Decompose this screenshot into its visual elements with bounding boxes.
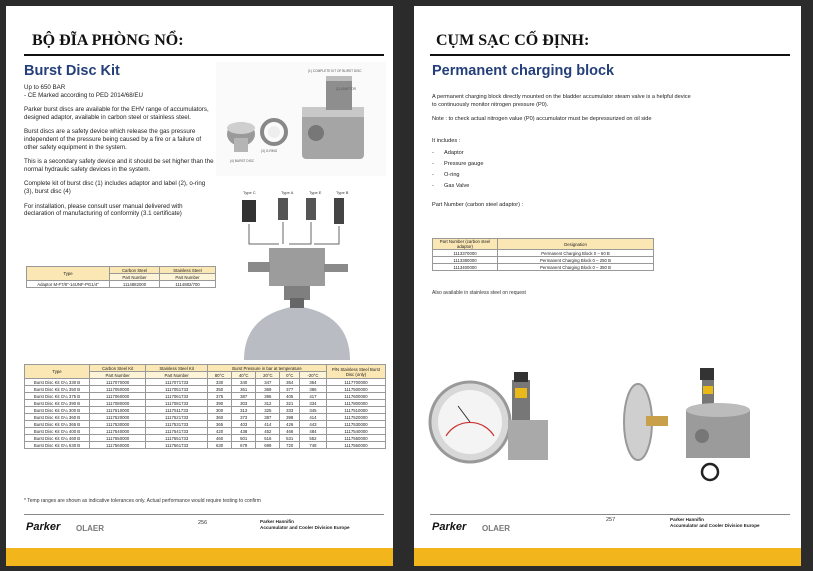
division-label bbox=[670, 517, 760, 528]
list-item: - Gas Valve bbox=[432, 183, 692, 191]
cell: 375 bbox=[208, 393, 232, 400]
viet-heading-left: BỘ ĐĨA PHÒNG NỔ: bbox=[32, 32, 184, 49]
table-row bbox=[25, 414, 386, 421]
cell: 405 bbox=[280, 393, 300, 400]
cell: Adaptor M-F7/8"-14UNF-PG1/4" bbox=[27, 281, 110, 288]
cell: 1113400000 bbox=[433, 264, 498, 271]
division-label bbox=[260, 519, 350, 530]
cell: 1117600000 bbox=[327, 393, 386, 400]
left-page bbox=[6, 6, 393, 566]
col-stainless: Stainless Steel bbox=[160, 267, 216, 274]
table-row bbox=[433, 250, 654, 257]
cell: 1117700000 bbox=[327, 379, 386, 386]
cell: 1113370000 bbox=[433, 250, 498, 257]
cell: 501 bbox=[232, 435, 256, 442]
table-row bbox=[27, 281, 216, 288]
division-line: Accumulator and Cooler Division Europe bbox=[670, 522, 760, 528]
page-title: Burst Disc Kit bbox=[24, 63, 120, 79]
cell: 1117070000 bbox=[90, 379, 146, 386]
table-row bbox=[25, 400, 386, 407]
cell: 466 bbox=[280, 428, 300, 435]
cell: 438 bbox=[232, 428, 256, 435]
type-label: Type B bbox=[336, 190, 349, 195]
col-temp: 20°C bbox=[256, 372, 280, 379]
cell: 1117551733 bbox=[146, 435, 208, 442]
cell: 420 bbox=[208, 428, 232, 435]
cell: 1117530000 bbox=[90, 421, 146, 428]
label-complete-kit: (1) COMPLETE KIT OF BURST DISC bbox=[308, 69, 362, 73]
col-temp: 40°C bbox=[232, 372, 256, 379]
table-row bbox=[25, 435, 386, 442]
col-type: Type bbox=[27, 267, 110, 281]
burst-disc-kit-photo bbox=[216, 62, 386, 176]
cell: Burst Disc Kit G¼ 460 B bbox=[25, 435, 90, 442]
cell: 312 bbox=[256, 400, 280, 407]
cell: 417 bbox=[299, 393, 326, 400]
components-photo bbox=[618, 358, 778, 486]
cell: 350 bbox=[208, 386, 232, 393]
cell: 679 bbox=[232, 442, 256, 449]
cell: 1117511733 bbox=[146, 407, 208, 414]
cell: 1117560000 bbox=[327, 442, 386, 449]
cell: 1114882/700 bbox=[160, 281, 216, 288]
table-row bbox=[433, 264, 654, 271]
cell: Burst Disc Kit G¼ 365 B bbox=[25, 421, 90, 428]
col-stainless-kit: Stainless Steel Kit bbox=[146, 365, 208, 372]
cell: Burst Disc Kit G¼ 375 B bbox=[25, 393, 90, 400]
cell: 1117500000 bbox=[327, 386, 386, 393]
footer-rule bbox=[430, 514, 790, 515]
cell: 1117521733 bbox=[146, 414, 208, 421]
table-row bbox=[25, 393, 386, 400]
heading-rule bbox=[430, 54, 790, 56]
paragraph: A permanent charging block directly mounted on the bladder accumulator steam valve is a helpful device to continuously monitor nitrogen pressure (P0). bbox=[432, 94, 691, 108]
cell: 531 bbox=[280, 435, 300, 442]
cell: Burst Disc Kit G¼ 350 B bbox=[25, 386, 90, 393]
cell: 1117080000 bbox=[90, 400, 146, 407]
cell: 414 bbox=[299, 414, 326, 421]
charging-block-photo bbox=[428, 356, 550, 486]
parker-logo: Parker bbox=[26, 521, 61, 533]
cell: Permanent Charging Block 0 – 250 B bbox=[498, 257, 654, 264]
left-text-block bbox=[24, 84, 214, 218]
cell: 426 bbox=[280, 421, 300, 428]
table-row bbox=[25, 407, 386, 414]
type-label: Type E bbox=[309, 190, 322, 195]
col-temp: 0°C bbox=[280, 372, 300, 379]
cell: 354 bbox=[280, 379, 300, 386]
right-page bbox=[414, 6, 801, 566]
cell: 395 bbox=[256, 393, 280, 400]
cell: 1117800000 bbox=[327, 400, 386, 407]
footnote: * Temp ranges are shown as indicative tolerances only. Actual performance would require testing to confirm bbox=[24, 498, 261, 504]
cell: Burst Disc Kit G¼ 390 B bbox=[25, 400, 90, 407]
burst-disc-kit-table bbox=[24, 364, 386, 449]
cell: 398 bbox=[280, 414, 300, 421]
cell: 330 bbox=[208, 379, 232, 386]
cell: 321 bbox=[280, 400, 300, 407]
cell: 1117520000 bbox=[327, 414, 386, 421]
col-designation: Designation bbox=[498, 239, 654, 250]
paragraph: Burst discs are a safety device which release the gas pressure independent of the pressure being caused by a fire or a failure of other safety equipment in the system. bbox=[24, 128, 202, 151]
label-burst-disc: (4) BURST DISC bbox=[230, 159, 255, 163]
cell: 1117060000 bbox=[90, 393, 146, 400]
col-type: Type bbox=[25, 365, 90, 379]
col-part: Part Number (carbon steel adaptor) bbox=[433, 239, 498, 250]
paragraph: For installation, please consult user manual delivered with declaration of manufacturing of conformity (3.1 certificate) bbox=[24, 202, 183, 218]
cell: 386 bbox=[299, 386, 326, 393]
subtitle-line: Up to 650 BAR bbox=[24, 84, 66, 91]
col-carbon-kit: Carbon Steel Kit bbox=[90, 365, 146, 372]
cell: 313 bbox=[232, 407, 256, 414]
cell: 325 bbox=[256, 407, 280, 414]
cell: 699 bbox=[256, 442, 280, 449]
cell: 303 bbox=[232, 400, 256, 407]
page-number: 257 bbox=[606, 517, 616, 523]
cell: 414 bbox=[256, 421, 280, 428]
cell: 443 bbox=[299, 421, 326, 428]
cell: 1117510000 bbox=[327, 407, 386, 414]
col-temp: 80°C bbox=[208, 372, 232, 379]
page-number: 256 bbox=[198, 520, 208, 526]
division-line: Parker Hannifin bbox=[260, 519, 294, 524]
label-adaptor: (2) ADAPTOR bbox=[336, 87, 356, 91]
viet-heading-right: CỤM SẠC CỐ ĐỊNH: bbox=[436, 32, 590, 49]
col-carbon: Carbon Steel bbox=[110, 267, 160, 274]
cell: 552 bbox=[299, 435, 326, 442]
page-title: Permanent charging block bbox=[432, 63, 615, 79]
cell: 1117531733 bbox=[146, 421, 208, 428]
col-part: Part Number bbox=[110, 274, 160, 281]
cell: 369 bbox=[256, 386, 280, 393]
footer-bar bbox=[414, 548, 801, 566]
installation-diagram bbox=[234, 184, 386, 360]
cell: 334 bbox=[299, 400, 326, 407]
division-line: Accumulator and Cooler Division Europe bbox=[260, 524, 350, 530]
footer-rule bbox=[24, 514, 384, 515]
part-number-label: Part Number (carbon steel adaptor) : bbox=[432, 202, 524, 209]
cell: 365 bbox=[208, 421, 232, 428]
cell: 1117530000 bbox=[327, 421, 386, 428]
table-row bbox=[25, 428, 386, 435]
paragraph: This is a secondary safety device and it should be set higher than the normal hydraulic safety devices in the system. bbox=[24, 158, 214, 173]
olaer-logo: OLAER bbox=[482, 524, 510, 533]
cell: 1117561733 bbox=[146, 442, 208, 449]
paragraph: Note : to check actual nitrogen value (P0) accumulator must be depressurized on oil side bbox=[432, 116, 652, 123]
cell: 748 bbox=[299, 442, 326, 449]
table-row bbox=[25, 386, 386, 393]
cell: 361 bbox=[232, 386, 256, 393]
cell: 452 bbox=[256, 428, 280, 435]
table-row bbox=[25, 421, 386, 428]
cell: 373 bbox=[232, 414, 256, 421]
cell: 1117540000 bbox=[90, 428, 146, 435]
list-item: - Pressure gauge bbox=[432, 161, 692, 169]
col-burst-pressure: Burst Pressure in bar at temperature bbox=[208, 365, 327, 372]
table-row bbox=[433, 257, 654, 264]
includes-list bbox=[432, 150, 692, 190]
col-part: Part Number bbox=[146, 372, 208, 379]
col-part: Part Number bbox=[160, 274, 216, 281]
cell: 340 bbox=[232, 379, 256, 386]
list-item: - O-ring bbox=[432, 172, 692, 180]
type-label: Type C bbox=[243, 190, 256, 195]
cell: 377 bbox=[280, 386, 300, 393]
table-row bbox=[25, 379, 386, 386]
cell: 1117520000 bbox=[90, 414, 146, 421]
col-temp: -20°C bbox=[299, 372, 326, 379]
label-oring: (3) O-RING bbox=[261, 149, 278, 153]
heading-rule bbox=[24, 54, 384, 56]
col-part: Part Number bbox=[90, 372, 146, 379]
cell: 1117550000 bbox=[90, 435, 146, 442]
cell: Burst Disc Kit G¼ 300 B bbox=[25, 407, 90, 414]
col-pn-stainless: P/N Stainless Steel Burst Disc (only) bbox=[327, 365, 386, 379]
cell: 1117051733 bbox=[146, 386, 208, 393]
cell: 364 bbox=[299, 379, 326, 386]
stainless-note: Also available in stainless steel on request bbox=[432, 290, 526, 296]
cell: Permanent Charging Block 0 – 350 B bbox=[498, 264, 654, 271]
includes-label: It includes : bbox=[432, 137, 461, 144]
cell: 1114882000 bbox=[110, 281, 160, 288]
division-line: Parker Hannifin bbox=[670, 517, 704, 522]
right-text-block bbox=[432, 94, 692, 210]
cell: 1117510000 bbox=[90, 407, 146, 414]
cell: 300 bbox=[208, 407, 232, 414]
cell: 1117071733 bbox=[146, 379, 208, 386]
cell: 1117061733 bbox=[146, 393, 208, 400]
cell: Burst Disc Kit G¼ 360 B bbox=[25, 414, 90, 421]
cell: 333 bbox=[280, 407, 300, 414]
cell: 1117540000 bbox=[327, 428, 386, 435]
type-label: Type A bbox=[281, 190, 294, 195]
cell: 630 bbox=[208, 442, 232, 449]
cell: 403 bbox=[232, 421, 256, 428]
cell: Burst Disc Kit G¼ 630 B bbox=[25, 442, 90, 449]
cell: 1117541733 bbox=[146, 428, 208, 435]
cell: 1117560000 bbox=[90, 442, 146, 449]
cell: 387 bbox=[232, 393, 256, 400]
cell: 1117550000 bbox=[327, 435, 386, 442]
adaptor-table bbox=[26, 266, 216, 288]
subtitle-line: - CE Marked according to PED 2014/68/EU bbox=[24, 91, 143, 99]
cell: 1117050000 bbox=[90, 386, 146, 393]
olaer-logo: OLAER bbox=[76, 524, 104, 533]
cell: 390 bbox=[208, 400, 232, 407]
paragraph: Parker burst discs are available for the EHV range of accumulators, designed adaptor, available in carbon steel or stainless steel. bbox=[24, 106, 209, 121]
cell: 460 bbox=[208, 435, 232, 442]
list-item: - Adaptor bbox=[432, 150, 692, 158]
cell: 484 bbox=[299, 428, 326, 435]
cell: 347 bbox=[256, 379, 280, 386]
footer-bar bbox=[6, 548, 393, 566]
cell: Permanent Charging Block 0 – 60 B bbox=[498, 250, 654, 257]
charging-block-table bbox=[432, 238, 654, 271]
paragraph: Complete kit of burst disc (1) includes adaptor and label (2), o-ring (3), burst disc (4) bbox=[24, 180, 206, 195]
cell: 345 bbox=[299, 407, 326, 414]
parker-logo: Parker bbox=[432, 521, 467, 533]
cell: 720 bbox=[280, 442, 300, 449]
cell: 1113380000 bbox=[433, 257, 498, 264]
cell: 387 bbox=[256, 414, 280, 421]
cell: 516 bbox=[256, 435, 280, 442]
cell: 1117081733 bbox=[146, 400, 208, 407]
cell: Burst Disc Kit G¼ 400 B bbox=[25, 428, 90, 435]
table-row bbox=[25, 442, 386, 449]
cell: Burst Disc Kit G¼ 330 B bbox=[25, 379, 90, 386]
cell: 360 bbox=[208, 414, 232, 421]
